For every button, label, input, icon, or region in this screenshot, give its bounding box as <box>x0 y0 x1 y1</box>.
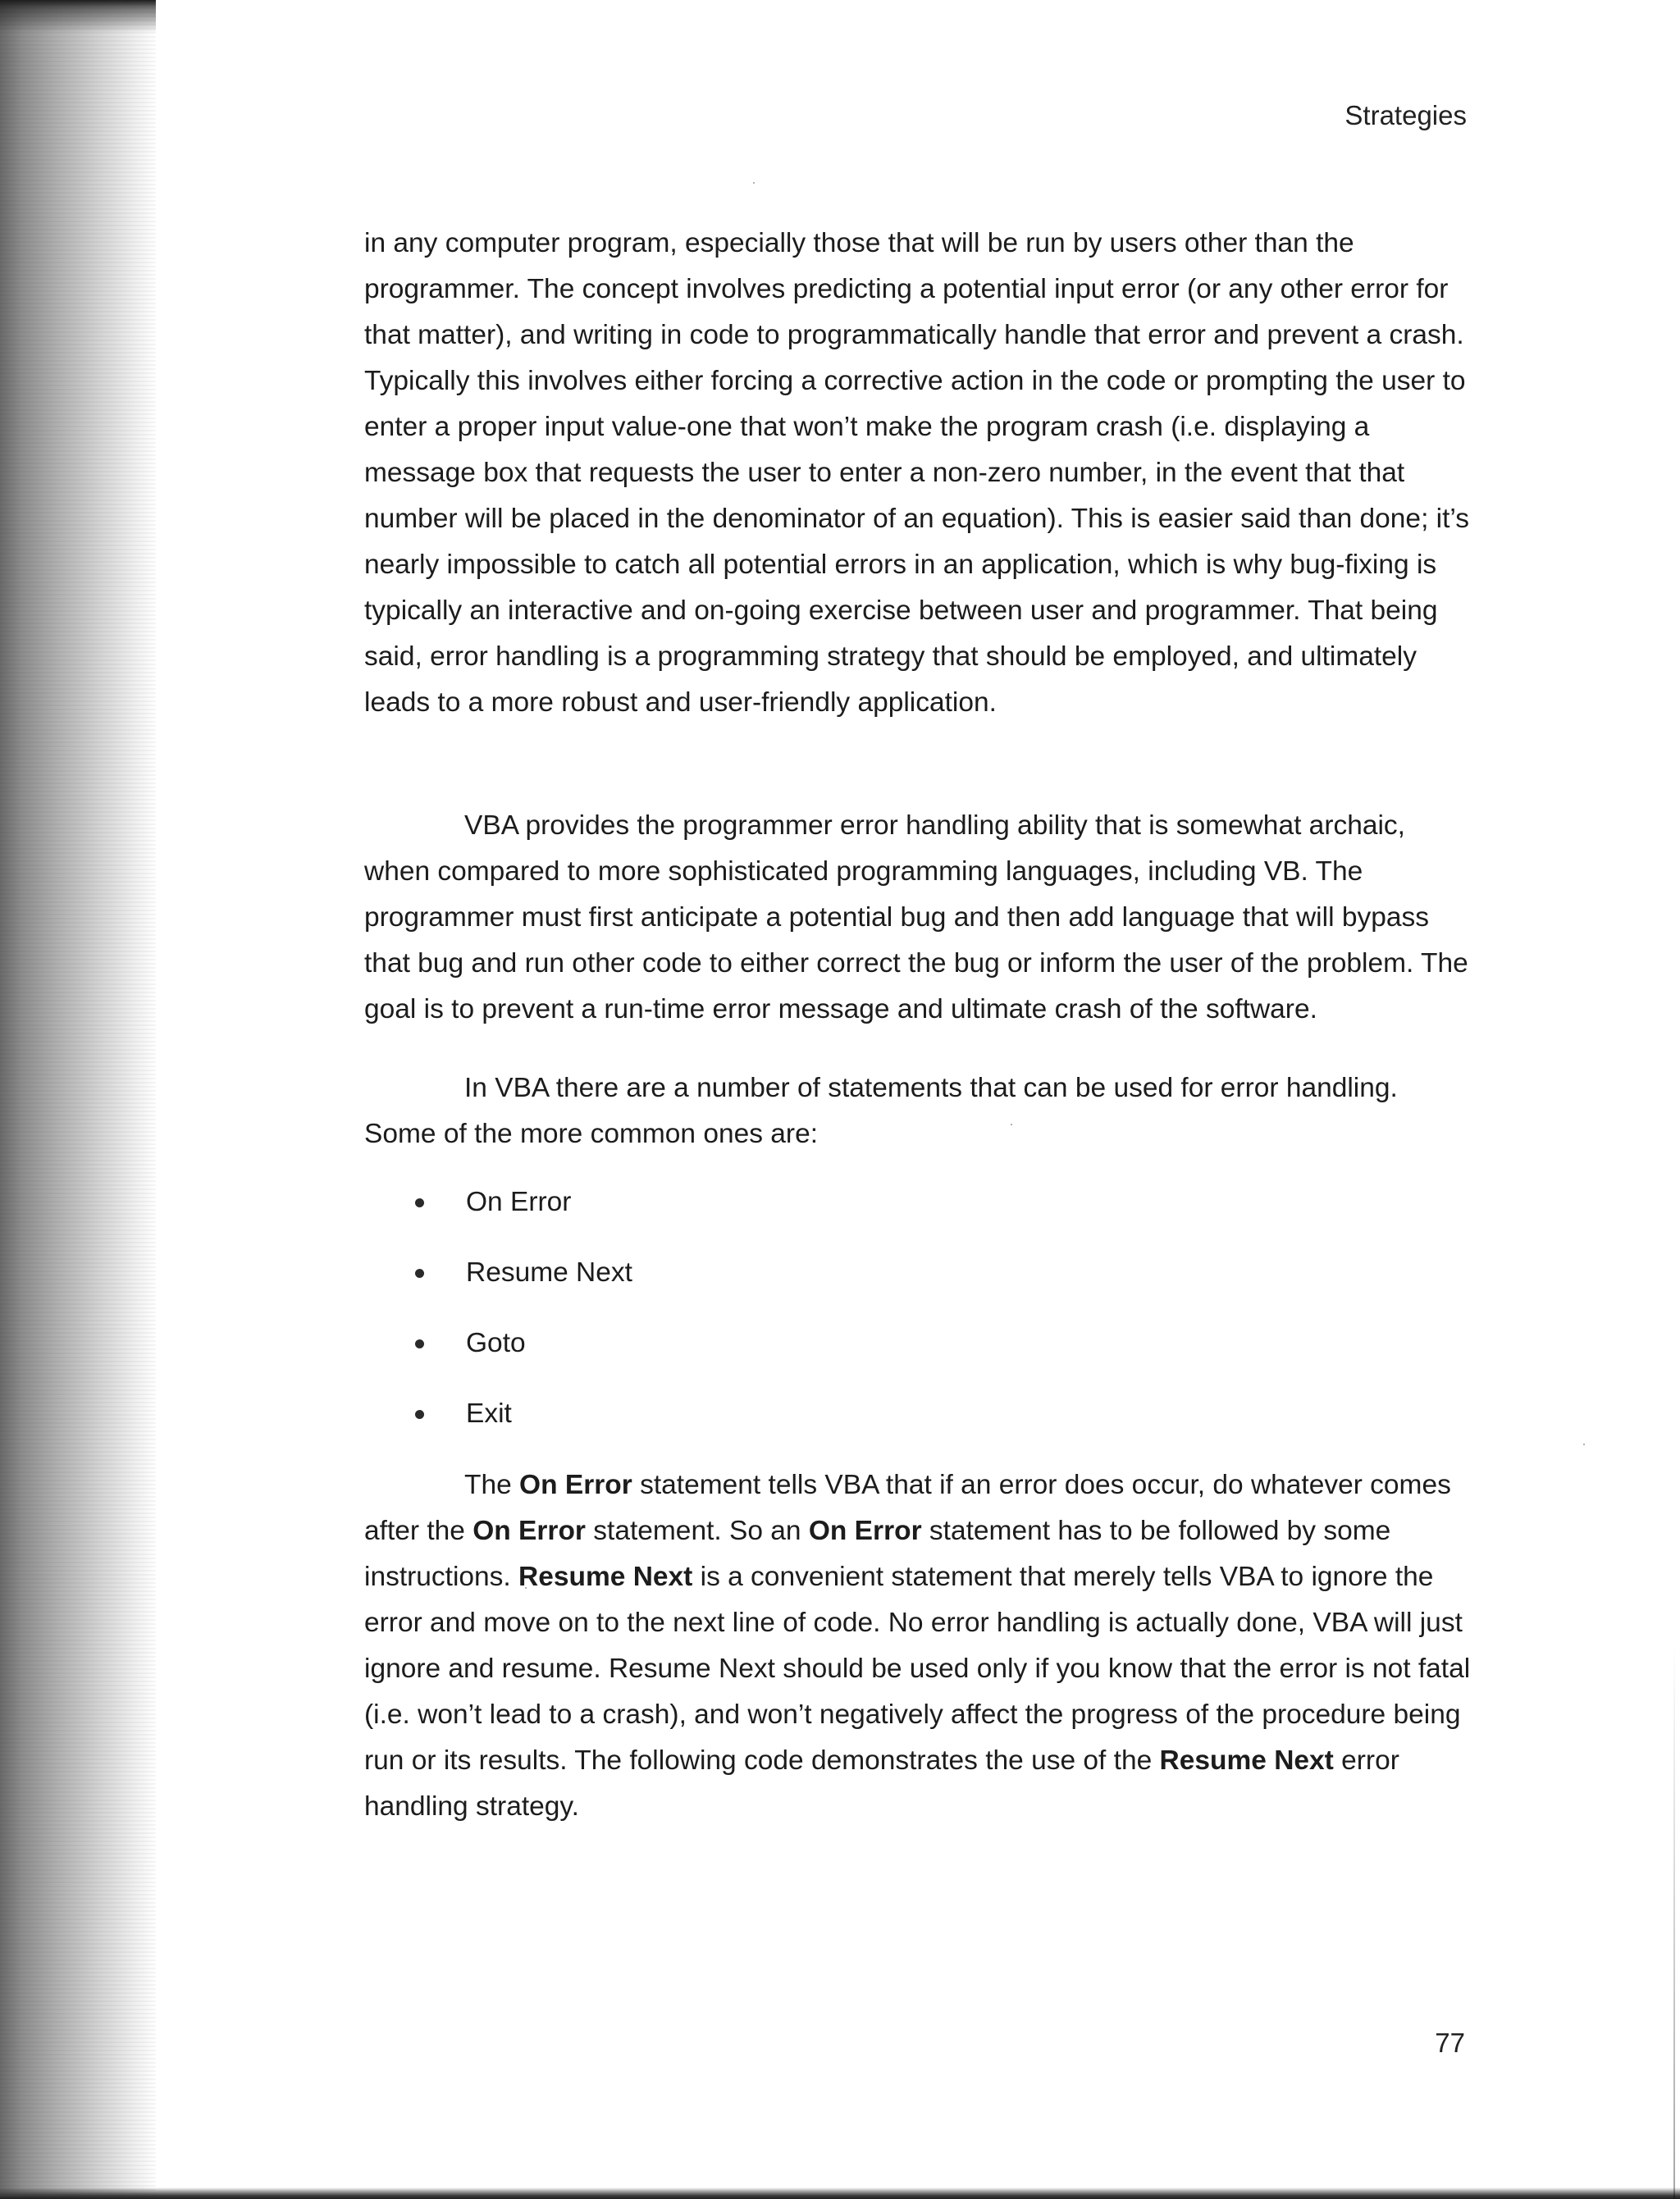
keyword-on-error: On Error <box>808 1516 922 1546</box>
scan-bottom-edge <box>0 2188 1680 2199</box>
text-run: The <box>464 1470 520 1500</box>
text-run: statement has to be followed by some instructions. <box>364 1516 1391 1592</box>
keyword-resume-next: Resume Next <box>1159 1745 1334 1776</box>
paragraph-continuation: in any computer program, especially those that will be run by users other than the programmer. The concept involves predicting a potential input error (or any other error for that matter), and writing in code to programmatically handle that error and prevent a crash. Typically this involves either forcing a corrective action in the code or prompting the user to enter a proper input value-one that won’t make the program crash (i.e. displaying a message box that requests the user to enter a non-zero number, in the event that that number will be placed in the denominator of an equation). This is easier said than done; it’s nearly impossible to catch all potential errors in an application, which is why bug-fixing is typically an interactive and on-going exercise between user and programmer. That being said, error handling is a programming strategy that should be employed, and ultimately leads to a more robust and user-friendly application. <box>364 228 1470 718</box>
paragraph-vba-error-handling: VBA provides the programmer error handling ability that is somewhat archaic, when compared to more sophisticated programming languages, including VB. The programmer must first anticipate a potential bug and then add language that will bypass that bug and run other code to either correct the bug or inform the user of the problem. The goal is to prevent a run-time error message and ultimate crash of the software. <box>364 810 1468 1024</box>
text-run: statement. So an <box>585 1516 809 1546</box>
list-item <box>364 1179 632 1250</box>
text-run: error handling strategy. <box>364 1745 1399 1822</box>
list-item-label: Resume Next <box>466 1257 632 1288</box>
scan-speck <box>753 182 755 184</box>
bullet-icon <box>415 1410 424 1419</box>
bullet-icon <box>415 1269 424 1278</box>
keyword-on-error: On Error <box>472 1516 586 1546</box>
bullet-icon <box>415 1339 424 1348</box>
book-binding-shadow <box>0 0 156 2199</box>
keyword-resume-next: Resume Next <box>518 1562 693 1592</box>
keyword-on-error: On Error <box>519 1470 632 1500</box>
paragraph-statements-intro: In VBA there are a number of statements that can be used for error handling. Some of the more common ones are: <box>364 1073 1398 1149</box>
scan-corner-shadow <box>0 0 156 33</box>
bullet-icon <box>415 1198 424 1207</box>
list-item-label: Goto <box>466 1328 526 1358</box>
scan-speck <box>1583 1444 1585 1445</box>
page-number: 77 <box>1435 2028 1465 2058</box>
scan-right-edge <box>1673 1640 1675 2199</box>
list-item-label: On Error <box>466 1187 572 1217</box>
statement-list <box>364 1179 632 1462</box>
list-item-label: Exit <box>466 1398 512 1429</box>
list-item <box>364 1391 632 1462</box>
paragraph-on-error-explanation <box>364 1462 1473 1830</box>
running-head: Strategies <box>1344 100 1467 130</box>
list-item <box>364 1321 632 1391</box>
text-run: is a convenient statement that merely tells VBA to ignore the error and move on to the next line of code. No error handling is actually done, VBA will just ignore and resume. Resume Next should be used only if you know that the error is not fatal (i.e. won’t lead to a crash), and won’t negatively affect the progress of the procedure being run or its results. The following code demonstrates the use of the <box>364 1562 1471 1776</box>
text-run: statement tells VBA that if an error does occur, do whatever comes after the <box>364 1470 1451 1546</box>
list-item <box>364 1250 632 1321</box>
